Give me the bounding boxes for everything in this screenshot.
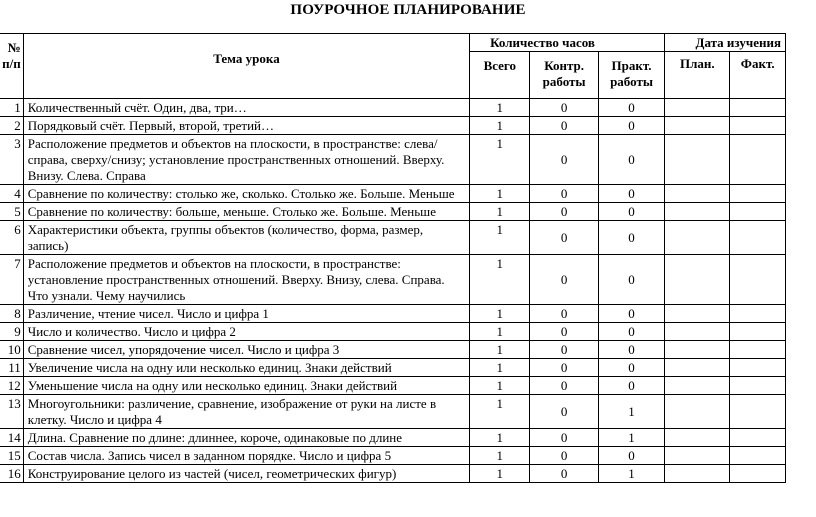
row-number: 9 [0, 323, 23, 341]
row-practice-works: 0 [598, 99, 664, 117]
row-practice-works: 0 [598, 135, 664, 185]
row-fact-date [730, 429, 786, 447]
row-fact-date [730, 447, 786, 465]
table-row [0, 305, 786, 323]
row-practice-works: 0 [598, 359, 664, 377]
row-topic: Расположение предметов и объектов на плоскости, в пространстве: установление пространственных отношений. Вверху. Внизу, слева. Справа. Что узнали. Чему научились [23, 255, 469, 305]
table-row [0, 185, 786, 203]
row-fact-date [730, 203, 786, 221]
row-plan-date [665, 255, 730, 305]
row-fact-date [730, 323, 786, 341]
row-fact-date [730, 359, 786, 377]
row-total-hours: 1 [470, 185, 530, 203]
row-total-hours: 1 [470, 117, 530, 135]
table-row [0, 359, 786, 377]
row-control-works: 0 [530, 377, 598, 395]
row-total-hours: 1 [470, 395, 530, 429]
row-number: 6 [0, 221, 23, 255]
row-number: 5 [0, 203, 23, 221]
row-plan-date [665, 341, 730, 359]
row-fact-date [730, 377, 786, 395]
row-topic: Уменьшение числа на одну или несколько единиц. Знаки действий [23, 377, 469, 395]
row-topic: Состав числа. Запись чисел в заданном порядке. Число и цифра 5 [23, 447, 469, 465]
header-total: Всего [470, 52, 530, 99]
row-topic: Многоугольники: различение, сравнение, изображение от руки на листе в клетку. Число и цифра 4 [23, 395, 469, 429]
row-control-works: 0 [530, 305, 598, 323]
header-number [0, 34, 23, 99]
header-hours-group: Количество часов [470, 34, 665, 52]
table-row [0, 203, 786, 221]
row-total-hours: 1 [470, 341, 530, 359]
row-topic: Расположение предметов и объектов на плоскости, в пространстве: слева/справа, сверху/снизу; установление пространственных отношений. Вверху. Внизу. Слева. Справа [23, 135, 469, 185]
row-topic: Порядковый счёт. Первый, второй, третий… [23, 117, 469, 135]
row-total-hours: 1 [470, 323, 530, 341]
header-plan: План. [665, 52, 730, 99]
table-row [0, 447, 786, 465]
row-practice-works: 0 [598, 305, 664, 323]
row-plan-date [665, 359, 730, 377]
table-row [0, 135, 786, 185]
row-number: 7 [0, 255, 23, 305]
row-fact-date [730, 99, 786, 117]
row-total-hours: 1 [470, 99, 530, 117]
row-total-hours: 1 [470, 203, 530, 221]
row-plan-date [665, 117, 730, 135]
table-row [0, 395, 786, 429]
page-title: ПОУРОЧНОЕ ПЛАНИРОВАНИЕ [290, 2, 526, 18]
row-total-hours: 1 [470, 377, 530, 395]
row-control-works: 0 [530, 117, 598, 135]
row-number: 13 [0, 395, 23, 429]
row-topic: Длина. Сравнение по длине: длиннее, короче, одинаковые по длине [23, 429, 469, 447]
row-plan-date [665, 447, 730, 465]
row-number: 3 [0, 135, 23, 185]
row-number: 15 [0, 447, 23, 465]
row-plan-date [665, 185, 730, 203]
row-total-hours: 1 [470, 135, 530, 185]
row-topic: Сравнение чисел, упорядочение чисел. Число и цифра 3 [23, 341, 469, 359]
row-fact-date [730, 185, 786, 203]
table-row [0, 341, 786, 359]
lesson-plan-table [0, 33, 786, 483]
row-practice-works: 0 [598, 341, 664, 359]
table-row [0, 117, 786, 135]
row-total-hours: 1 [470, 255, 530, 305]
table-row [0, 255, 786, 305]
row-topic: Количественный счёт. Один, два, три… [23, 99, 469, 117]
header-number-line2: п/п [2, 56, 21, 71]
header-practice: Практ. работы [598, 52, 664, 99]
row-topic: Сравнение по количеству: столько же, сколько. Столько же. Больше. Меньше [23, 185, 469, 203]
header-fact: Факт. [730, 52, 786, 99]
row-number: 2 [0, 117, 23, 135]
row-number: 12 [0, 377, 23, 395]
table-row [0, 429, 786, 447]
row-number: 1 [0, 99, 23, 117]
table-row [0, 323, 786, 341]
row-fact-date [730, 117, 786, 135]
row-plan-date [665, 377, 730, 395]
row-control-works: 0 [530, 203, 598, 221]
row-control-works: 0 [530, 99, 598, 117]
row-plan-date [665, 221, 730, 255]
row-total-hours: 1 [470, 447, 530, 465]
row-plan-date [665, 305, 730, 323]
row-fact-date [730, 221, 786, 255]
row-plan-date [665, 99, 730, 117]
row-control-works: 0 [530, 135, 598, 185]
row-control-works: 0 [530, 359, 598, 377]
row-total-hours: 1 [470, 465, 530, 483]
row-control-works: 0 [530, 341, 598, 359]
row-plan-date [665, 465, 730, 483]
row-practice-works: 0 [598, 377, 664, 395]
row-number: 8 [0, 305, 23, 323]
row-practice-works: 0 [598, 221, 664, 255]
row-control-works: 0 [530, 429, 598, 447]
row-total-hours: 1 [470, 221, 530, 255]
row-number: 14 [0, 429, 23, 447]
row-topic: Сравнение по количеству: больше, меньше. Столько же. Больше. Меньше [23, 203, 469, 221]
row-practice-works: 0 [598, 203, 664, 221]
row-plan-date [665, 429, 730, 447]
header-number-line1: № [7, 40, 21, 55]
row-practice-works: 1 [598, 395, 664, 429]
row-practice-works: 0 [598, 447, 664, 465]
row-number: 16 [0, 465, 23, 483]
table-row [0, 99, 786, 117]
row-topic: Конструирование целого из частей (чисел, геометрических фигур) [23, 465, 469, 483]
row-control-works: 0 [530, 185, 598, 203]
row-control-works: 0 [530, 323, 598, 341]
header-date-group: Дата изучения [665, 34, 786, 52]
table-row [0, 377, 786, 395]
header-control: Контр. работы [530, 52, 598, 99]
row-total-hours: 1 [470, 305, 530, 323]
row-practice-works: 1 [598, 465, 664, 483]
row-practice-works: 0 [598, 117, 664, 135]
row-topic: Различение, чтение чисел. Число и цифра 1 [23, 305, 469, 323]
row-total-hours: 1 [470, 359, 530, 377]
row-practice-works: 0 [598, 185, 664, 203]
row-control-works: 0 [530, 447, 598, 465]
row-number: 11 [0, 359, 23, 377]
row-practice-works: 1 [598, 429, 664, 447]
row-control-works: 0 [530, 221, 598, 255]
row-control-works: 0 [530, 465, 598, 483]
row-number: 10 [0, 341, 23, 359]
header-topic: Тема урока [23, 34, 469, 99]
row-topic: Число и количество. Число и цифра 2 [23, 323, 469, 341]
row-total-hours: 1 [470, 429, 530, 447]
row-fact-date [730, 255, 786, 305]
row-practice-works: 0 [598, 323, 664, 341]
table-row [0, 465, 786, 483]
row-fact-date [730, 395, 786, 429]
row-plan-date [665, 395, 730, 429]
row-fact-date [730, 465, 786, 483]
row-control-works: 0 [530, 395, 598, 429]
row-topic: Увеличение числа на одну или несколько единиц. Знаки действий [23, 359, 469, 377]
row-fact-date [730, 341, 786, 359]
row-fact-date [730, 305, 786, 323]
row-plan-date [665, 203, 730, 221]
row-number: 4 [0, 185, 23, 203]
row-fact-date [730, 135, 786, 185]
row-topic: Характеристики объекта, группы объектов (количество, форма, размер, запись) [23, 221, 469, 255]
row-control-works: 0 [530, 255, 598, 305]
row-practice-works: 0 [598, 255, 664, 305]
row-plan-date [665, 135, 730, 185]
row-plan-date [665, 323, 730, 341]
table-row [0, 221, 786, 255]
